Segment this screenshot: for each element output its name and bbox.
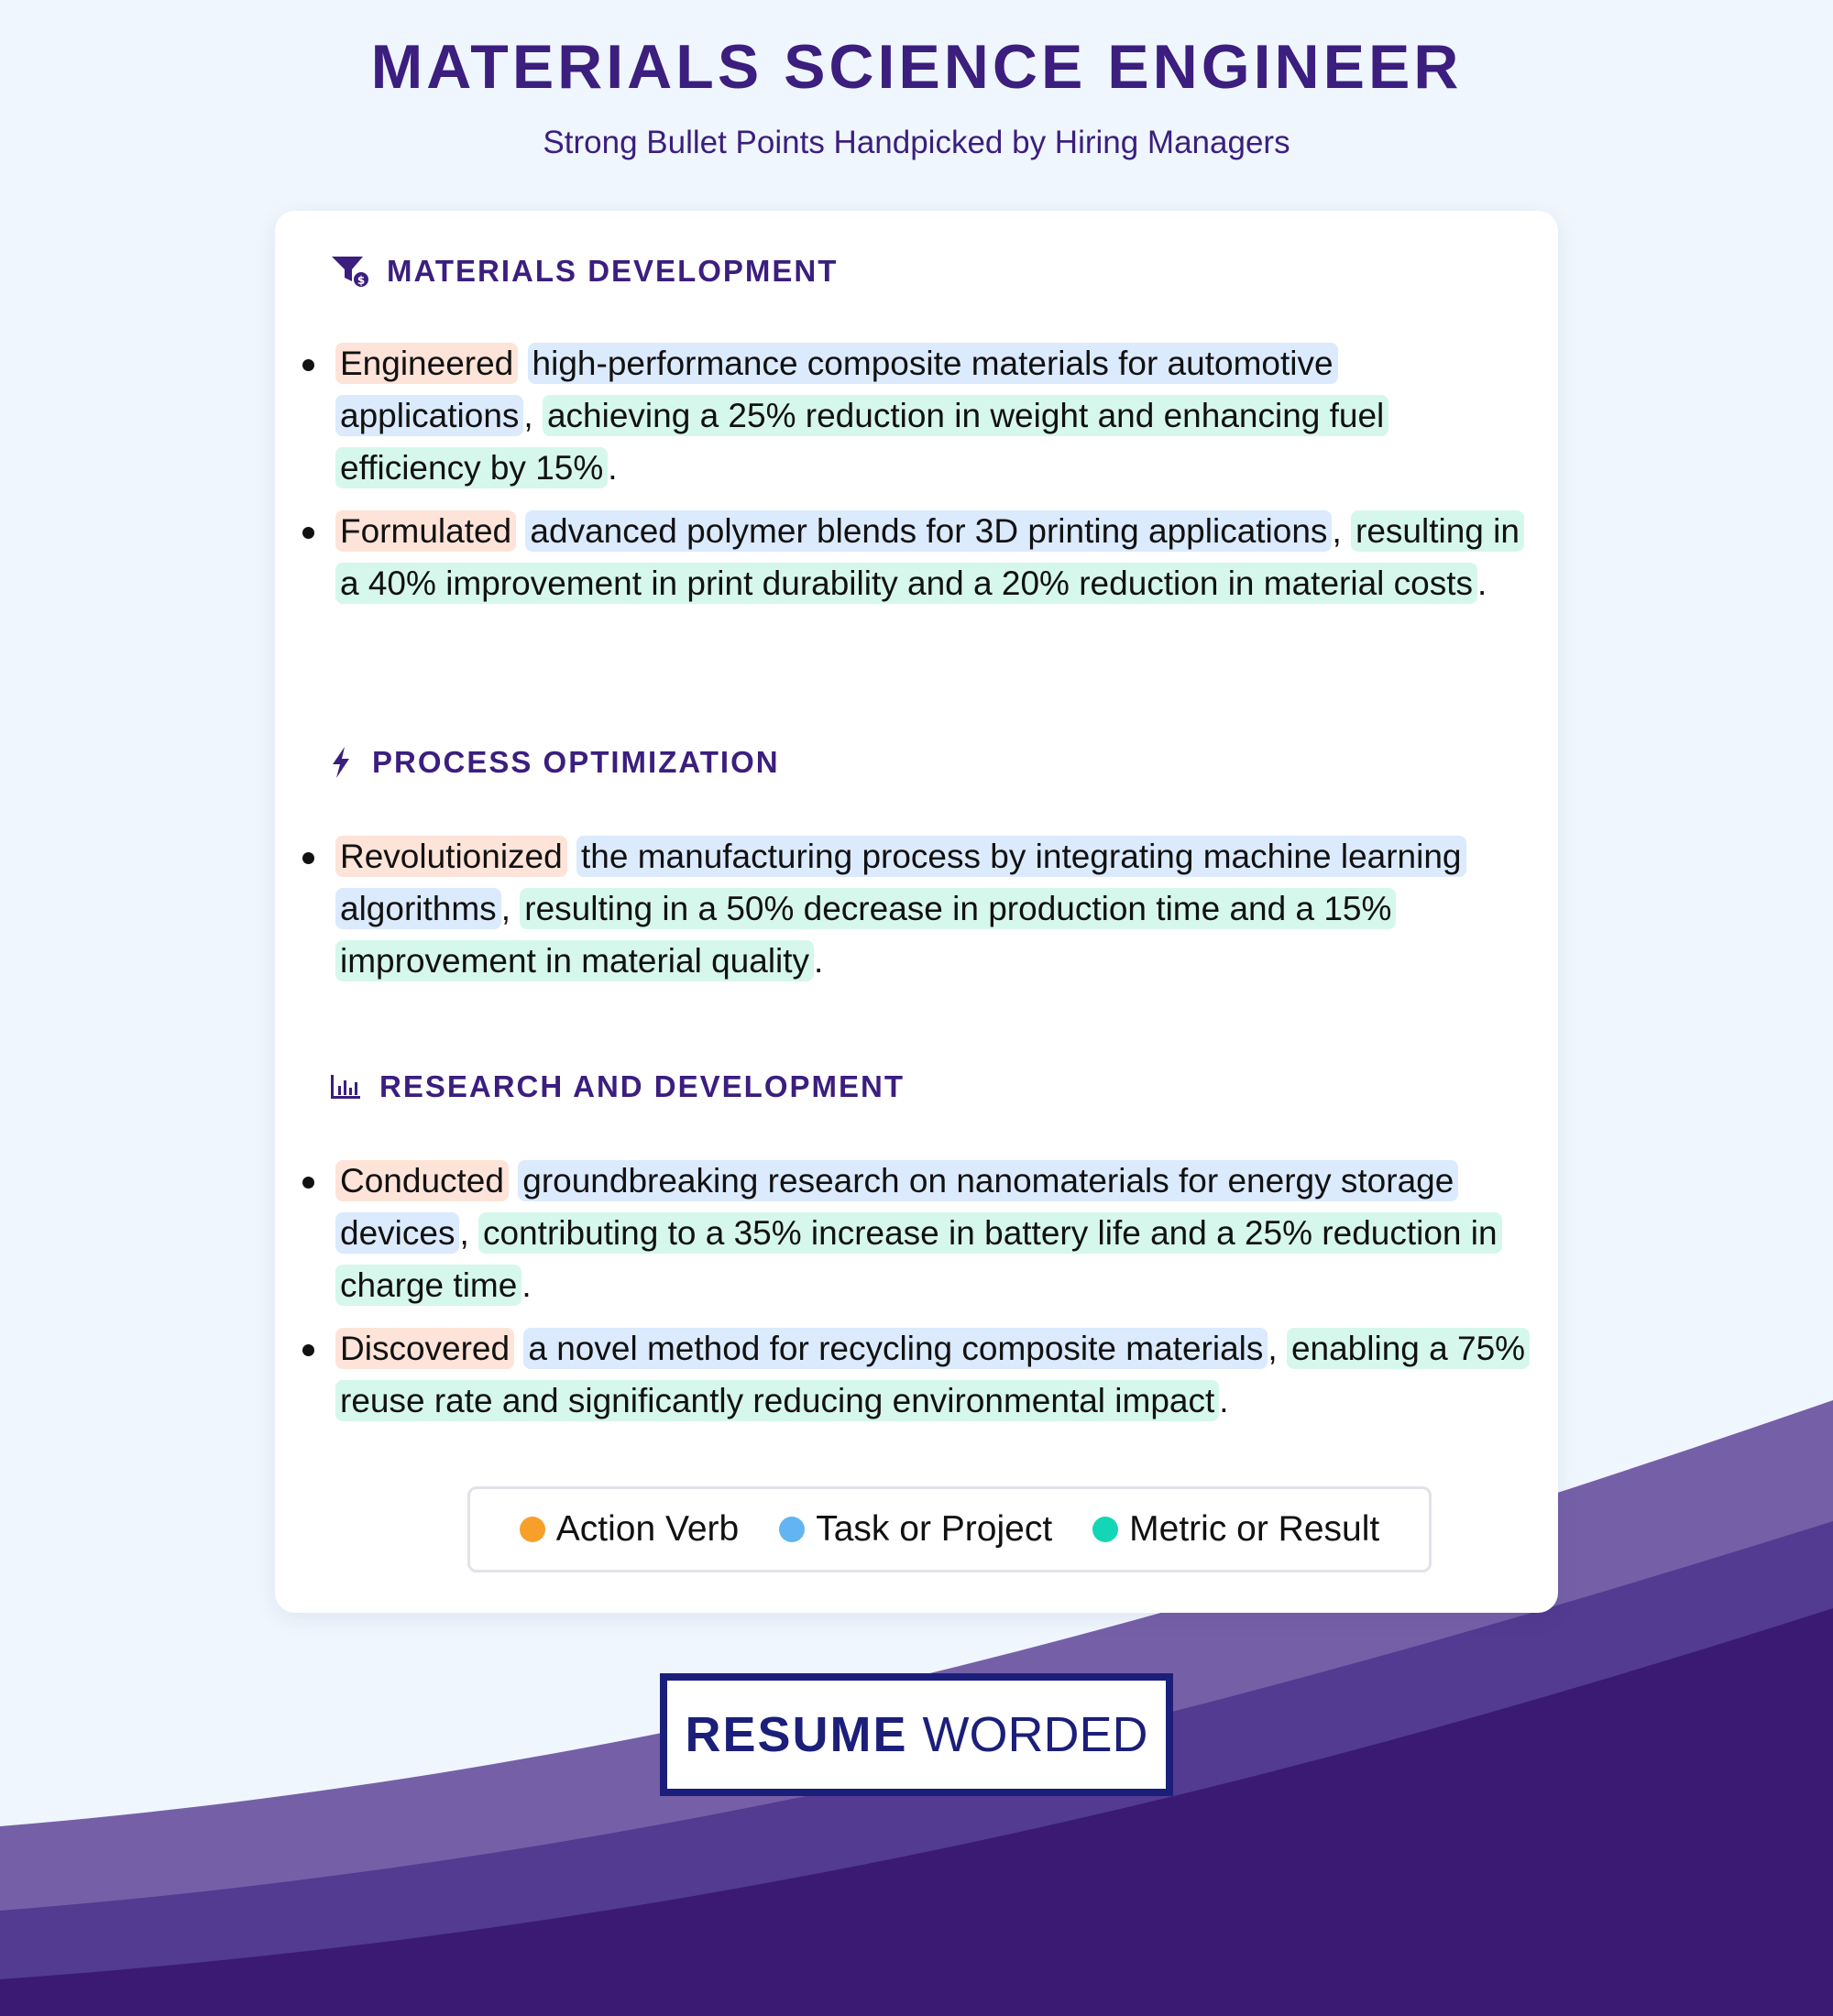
legend-label: Task or Project <box>816 1509 1053 1549</box>
legend-label: Action Verb <box>555 1509 740 1549</box>
action-verb: Discovered <box>335 1328 514 1369</box>
period: . <box>608 449 618 487</box>
task-or-project: advanced polymer blends for 3D printing applications <box>525 510 1332 552</box>
separator: , <box>1332 512 1342 550</box>
page-subtitle: Strong Bullet Points Handpicked by Hiring Managers <box>543 125 1290 160</box>
lightning-bolt-icon <box>330 742 352 783</box>
bar-chart-icon <box>330 1067 361 1107</box>
section-header <box>330 251 838 291</box>
teal-dot-icon <box>1092 1517 1118 1542</box>
task-or-project: high-performance composite materials for automotive applications <box>335 343 1338 436</box>
bullet-item <box>275 1322 1558 1427</box>
bullet-list <box>275 337 1558 620</box>
legend-label: Metric or Result <box>1129 1509 1380 1549</box>
metric-or-result: enabling a 75% reuse rate and significantly reducing environmental impact <box>335 1328 1530 1421</box>
metric-or-result: achieving a 25% reduction in weight and enhancing fuel efficiency by 15% <box>335 395 1388 488</box>
action-verb: Revolutionized <box>335 836 567 877</box>
svg-text:$: $ <box>357 274 366 287</box>
task-or-project: groundbreaking research on nanomaterials for energy storage devices <box>335 1160 1458 1254</box>
metric-or-result: resulting in a 40% improvement in print durability and a 20% reduction in material costs <box>335 510 1524 604</box>
separator: , <box>459 1214 469 1252</box>
separator: , <box>500 890 510 927</box>
section-title: PROCESS OPTIMIZATION <box>372 745 780 779</box>
section-title: MATERIALS DEVELOPMENT <box>387 254 839 288</box>
section-title: RESEARCH AND DEVELOPMENT <box>379 1069 905 1103</box>
period: . <box>521 1266 532 1304</box>
separator: , <box>1268 1330 1278 1367</box>
bullet-list <box>275 1155 1558 1438</box>
page-title: MATERIALS SCIENCE ENGINEER <box>370 32 1463 102</box>
logo-bold-text: RESUME <box>685 1707 908 1762</box>
task-or-project: the manufacturing process by integrating machine learning algorithms <box>335 836 1466 929</box>
funnel-dollar-icon <box>330 251 370 291</box>
period: . <box>814 942 824 980</box>
bullet-item <box>275 337 1558 494</box>
legend-item-task-or-project <box>779 1509 1052 1550</box>
bullet-points-card <box>275 211 1558 1613</box>
action-verb: Engineered <box>335 343 518 384</box>
task-or-project: a novel method for recycling composite materials <box>523 1328 1268 1369</box>
legend-item-action-verb <box>520 1509 739 1550</box>
metric-or-result: resulting in a 50% decrease in production time and a 15% improvement in material quality <box>335 888 1396 981</box>
bullet-item <box>275 830 1558 987</box>
legend-item-metric-or-result <box>1092 1509 1379 1550</box>
bullet-item <box>275 1155 1558 1311</box>
section-header <box>330 742 780 783</box>
action-verb: Conducted <box>335 1160 509 1201</box>
metric-or-result: contributing to a 35% increase in battery life and a 25% reduction in charge time <box>335 1212 1502 1306</box>
bullet-item <box>275 505 1558 609</box>
bullet-list <box>275 830 1558 998</box>
resume-worded-logo[interactable] <box>660 1673 1173 1796</box>
action-verb: Formulated <box>335 510 516 552</box>
logo-light-text: WORDED <box>922 1707 1148 1762</box>
period: . <box>1219 1382 1229 1419</box>
page-header <box>0 26 1833 161</box>
blue-dot-icon <box>779 1517 805 1542</box>
section-header <box>330 1067 905 1107</box>
highlight-legend <box>467 1486 1432 1572</box>
orange-dot-icon <box>520 1517 545 1542</box>
period: . <box>1477 564 1487 602</box>
separator: , <box>523 397 533 434</box>
